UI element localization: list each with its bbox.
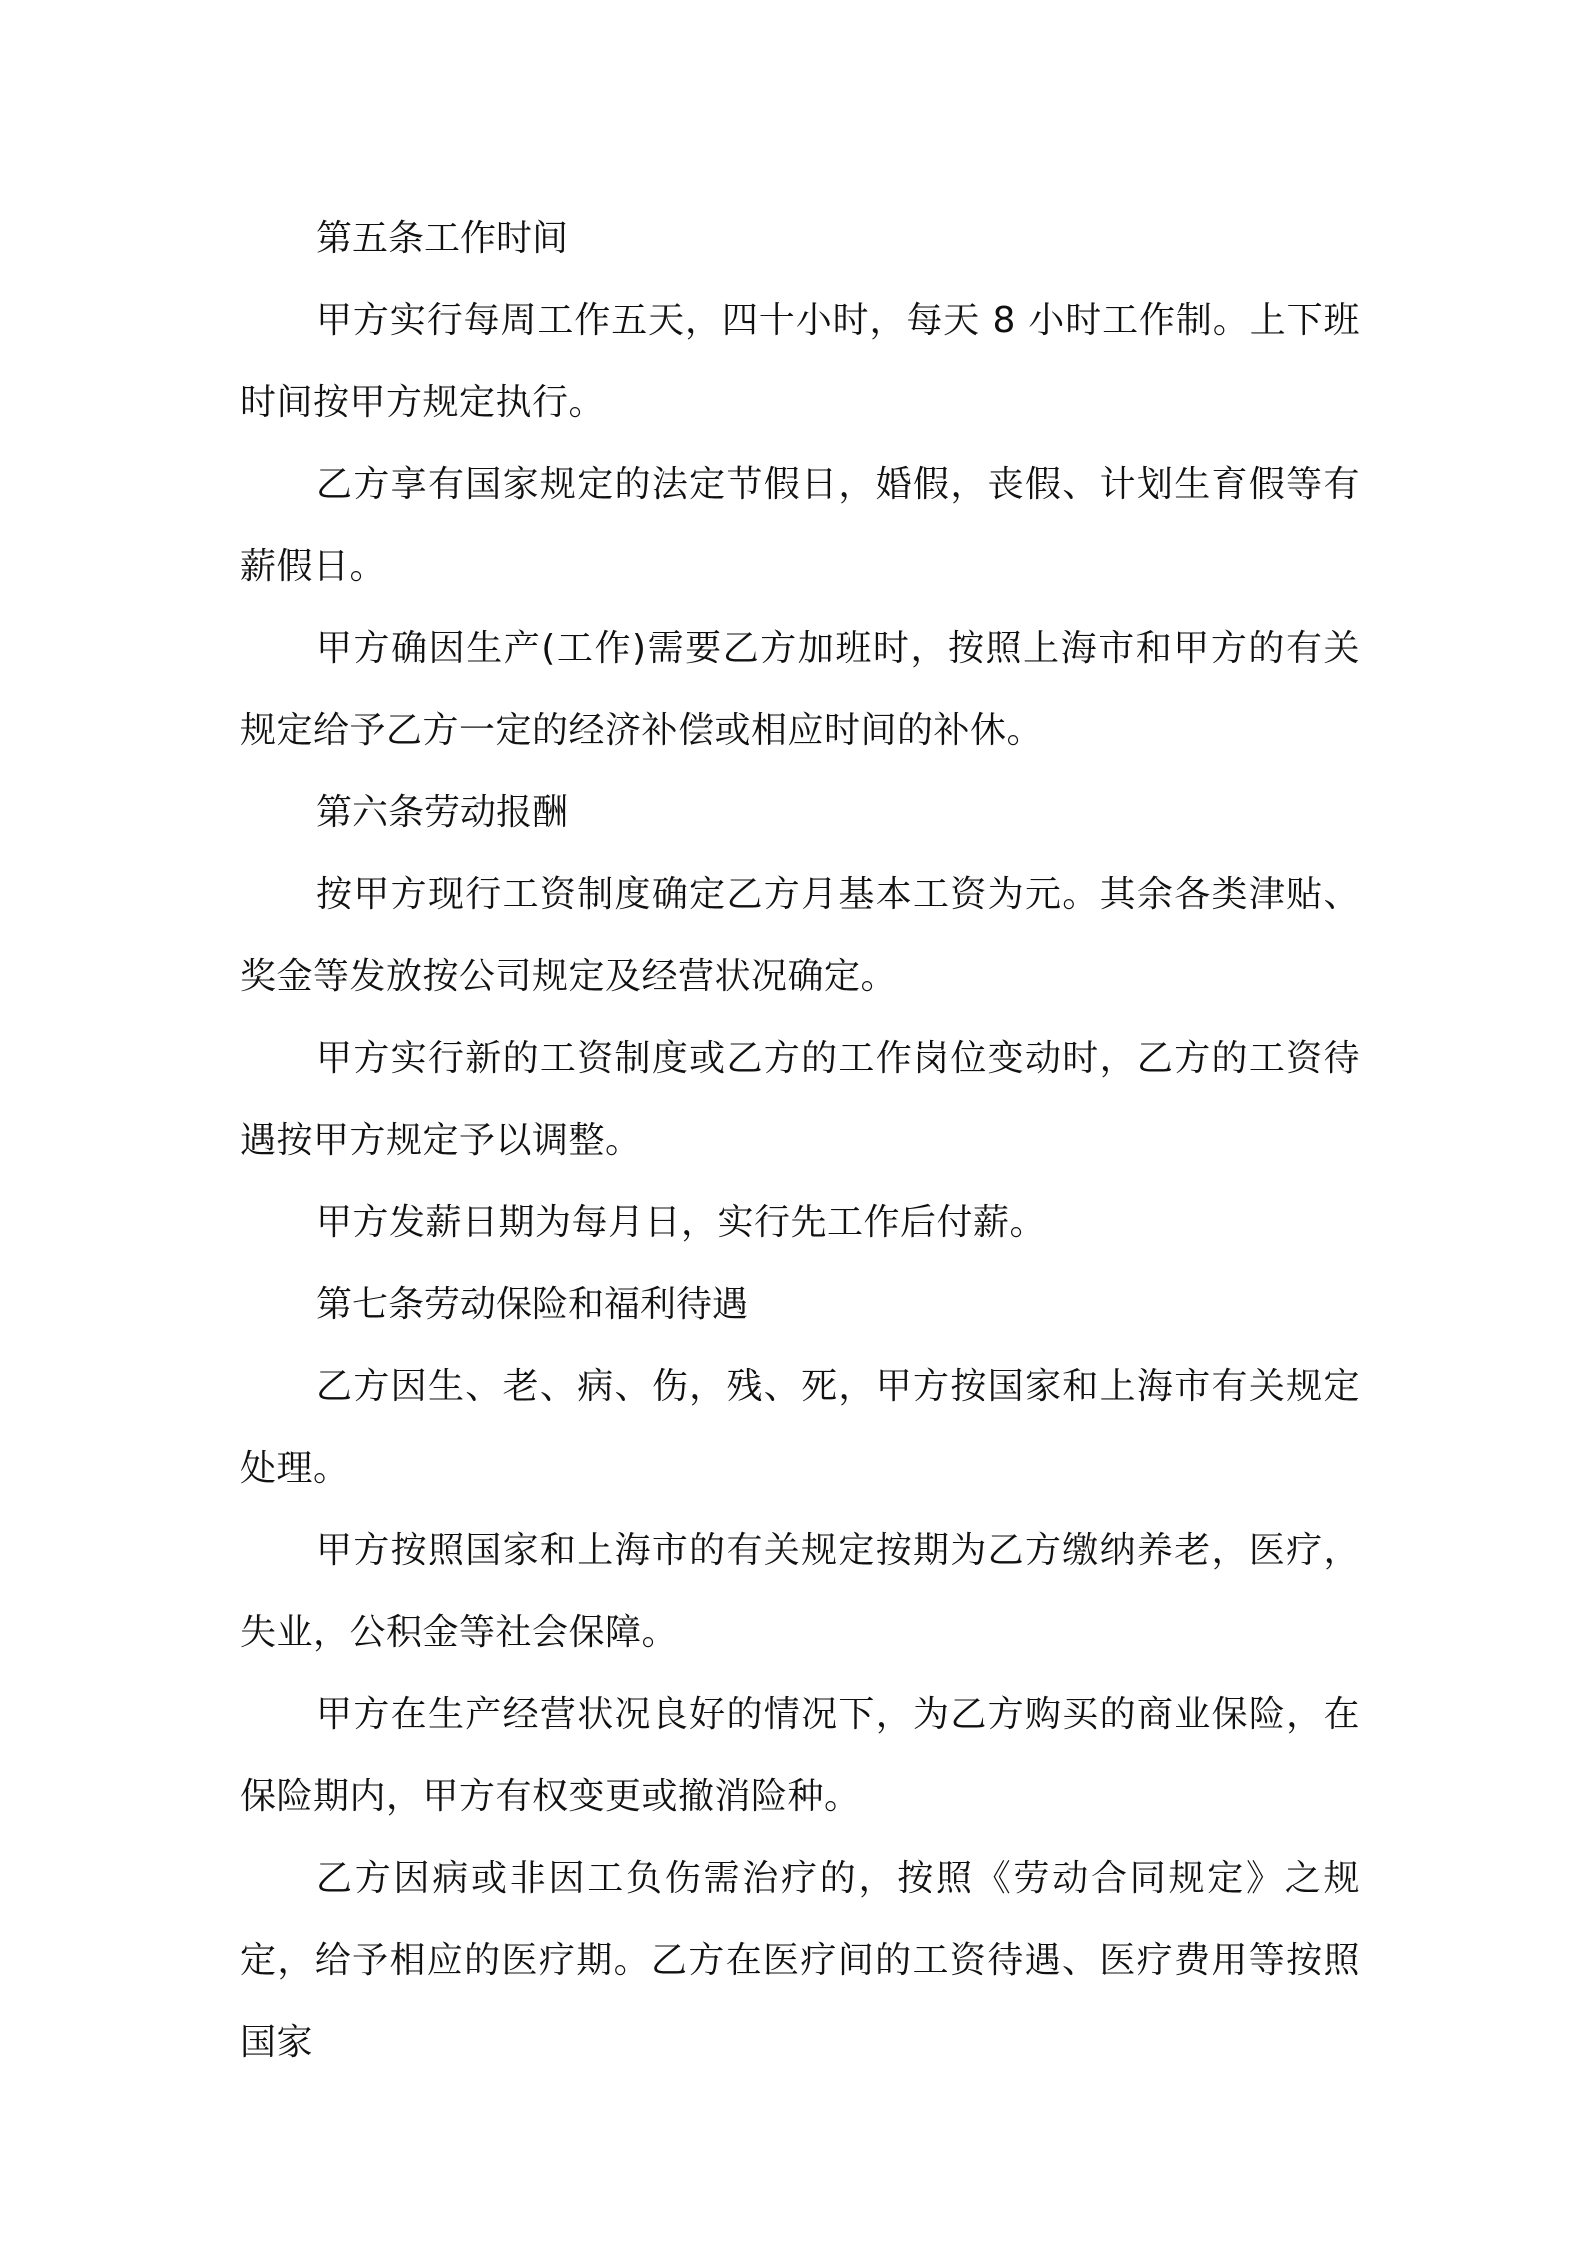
paragraph: 乙方因病或非因工负伤需治疗的，按照《劳动合同规定》之规定，给予相应的医疗期。乙方在医疗间的工资待遇、医疗费用等按照国家 — [240, 1858, 1360, 2063]
paragraph: 甲方在生产经营状况良好的情况下，为乙方购买的商业保险，在保险期内，甲方有权变更或撤消险种。 — [240, 1694, 1360, 1817]
paragraph: 乙方享有国家规定的法定节假日，婚假，丧假、计划生育假等有薪假日。 — [240, 464, 1360, 587]
section-heading-6: 第六条劳动报酬 — [316, 792, 569, 833]
paragraph: 按甲方现行工资制度确定乙方月基本工资为元。其余各类津贴、奖金等发放按公司规定及经营状况确定。 — [240, 874, 1360, 997]
section-heading-5: 第五条工作时间 — [316, 218, 569, 259]
paragraph: 甲方确因生产(工作)需要乙方加班时，按照上海市和甲方的有关规定给予乙方一定的经济补偿或相应时间的补休。 — [240, 628, 1360, 751]
document-body — [240, 198, 1360, 2084]
paragraph: 乙方因生、老、病、伤，残、死，甲方按国家和上海市有关规定处理。 — [240, 1366, 1360, 1489]
paragraph: 甲方发薪日期为每月日，实行先工作后付薪。 — [316, 1202, 1047, 1243]
paragraph: 甲方实行每周工作五天，四十小时，每天 8 小时工作制。上下班时间按甲方规定执行。 — [240, 300, 1360, 423]
paragraph: 甲方实行新的工资制度或乙方的工作岗位变动时，乙方的工资待遇按甲方规定予以调整。 — [240, 1038, 1360, 1161]
section-heading-7: 第七条劳动保险和福利待遇 — [316, 1284, 749, 1325]
paragraph: 甲方按照国家和上海市的有关规定按期为乙方缴纳养老，医疗，失业，公积金等社会保障。 — [240, 1530, 1360, 1653]
